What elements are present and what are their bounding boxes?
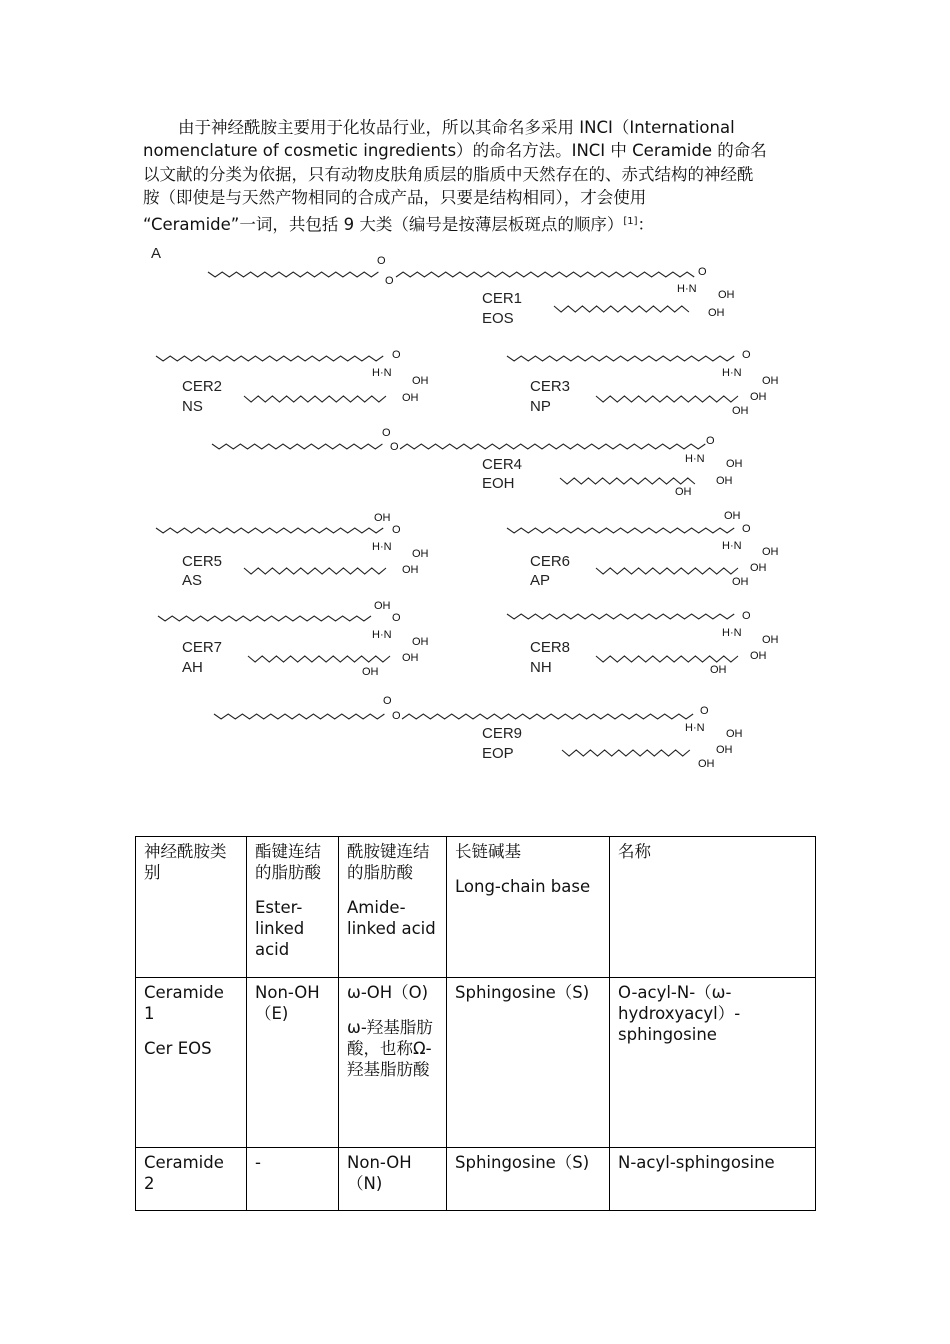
ceramide-abbr: AP: [530, 572, 551, 589]
ester-oxygen: O: [392, 710, 401, 722]
cell-text: ω-OH（O): [347, 983, 429, 1002]
structure-cer2: [156, 349, 429, 415]
sphingoid-chain: [554, 306, 689, 312]
citation-mark: [1]: [623, 215, 638, 227]
alpha-hydroxyl: OH: [374, 600, 391, 612]
ester-carbonyl-oxygen: O: [382, 427, 391, 439]
ceramide-code: CER7: [182, 639, 223, 656]
table-header-row: [136, 837, 816, 978]
paragraph-line: 由于神经酰胺主要用于化妆品行业，所以其命名多采用 INCI（International: [178, 118, 735, 137]
amide-oxygen: O: [700, 705, 709, 717]
hydroxyl-label: OH: [732, 405, 749, 417]
hydroxyl-label: OH: [675, 486, 692, 498]
ceramide-code: CER9: [482, 725, 523, 742]
table-row: [136, 1148, 816, 1211]
ceramide-code: CER6: [530, 553, 571, 570]
ceramide-abbr: NS: [182, 398, 203, 415]
ceramide-abbr: EOH: [482, 475, 515, 492]
hydroxyl-label: OH: [750, 391, 767, 403]
hydroxyl-label: OH: [362, 666, 379, 678]
alpha-hydroxyl: OH: [374, 512, 391, 524]
cell-text: Cer EOS: [144, 1039, 212, 1058]
paragraph-line: 以文献的分类为依据，只有动物皮肤角质层的脂质中天然存在的、赤式结构的神经酰: [143, 164, 754, 184]
header-text: Ester-linked acid: [255, 898, 305, 959]
ceramide-structures-figure: [140, 238, 800, 783]
ceramide-classification-table: [135, 836, 816, 1211]
hydroxyl-label: OH: [726, 458, 743, 470]
table-cell: [339, 1148, 447, 1211]
header-text: 名称: [618, 842, 651, 861]
structure-cer5: [156, 512, 429, 589]
ester-oxygen: O: [390, 441, 399, 453]
table-row: [136, 978, 816, 1148]
amide-oxygen: O: [698, 266, 707, 278]
header-cell: [136, 837, 247, 978]
amide-nh: H·N: [372, 629, 392, 641]
hydroxyl-label: OH: [718, 289, 735, 301]
fatty-acid-chain: [402, 714, 693, 719]
paragraph-text: “Ceramide”一词，共包括 9 大类（编号是按薄层板斑点的顺序）: [143, 214, 624, 234]
header-text: Amide-linked acid: [347, 898, 436, 938]
paragraph-line: 胺（即使是与天然产物相同的合成产品，只要是结构相同），才会使用: [143, 188, 647, 208]
hydroxyl-label: OH: [732, 576, 749, 588]
fatty-acid-chain: [158, 616, 371, 621]
table-cell: [247, 1148, 339, 1211]
structure-cer7: [158, 600, 429, 678]
amide-oxygen: O: [706, 435, 715, 447]
hydroxyl-label: OH: [412, 636, 429, 648]
header-cell: [610, 837, 816, 978]
header-text: 长链碱基: [455, 842, 521, 861]
table-cell: [339, 978, 447, 1148]
ceramide-code: CER5: [182, 553, 223, 570]
cell-text: ω-羟基脂肪酸，也称Ω-羟基脂肪酸: [347, 1018, 433, 1079]
ceramide-abbr: AS: [182, 572, 203, 589]
header-text: 神经酰胺类别: [144, 842, 227, 882]
amide-nh: H·N: [685, 453, 705, 465]
amide-oxygen: O: [742, 610, 751, 622]
header-text: 酯键连结的脂肪酸: [255, 842, 321, 882]
structure-cer8: [507, 610, 779, 676]
sphingoid-chain: [248, 656, 390, 662]
ceramide-code: CER3: [530, 378, 571, 395]
fatty-acid-chain: [400, 444, 705, 449]
fatty-acid-chain: [212, 444, 382, 449]
amide-nh: H·N: [677, 283, 697, 295]
fatty-acid-chain: [507, 528, 734, 533]
amide-nh: H·N: [685, 722, 705, 734]
hydroxyl-label: OH: [750, 562, 767, 574]
structure-cer4: [212, 427, 743, 498]
hydroxyl-label: OH: [762, 375, 779, 387]
ceramide-abbr: EOP: [482, 745, 514, 762]
table-cell: [136, 1148, 247, 1211]
ester-carbonyl-oxygen: O: [377, 255, 386, 267]
amide-oxygen: O: [742, 523, 751, 535]
hydroxyl-label: OH: [716, 475, 733, 487]
header-cell: [247, 837, 339, 978]
hydroxyl-label: OH: [716, 744, 733, 756]
amide-nh: H·N: [372, 541, 392, 553]
cell-text: O-acyl-N-（ω-hydroxyacyl）-sphingosine: [618, 983, 741, 1044]
amide-nh: H·N: [722, 540, 742, 552]
cell-text: Non-OH（E): [255, 983, 320, 1023]
ceramide-abbr: NP: [530, 398, 551, 415]
amide-nh: H·N: [722, 367, 742, 379]
table-cell: [610, 1148, 816, 1211]
table-cell: [447, 1148, 610, 1211]
fatty-acid-chain: [507, 614, 734, 619]
hydroxyl-label: OH: [708, 307, 725, 319]
hydroxyl-label: OH: [402, 564, 419, 576]
hydroxyl-label: OH: [412, 375, 429, 387]
hydroxyl-label: OH: [698, 758, 715, 770]
sphingoid-chain: [560, 478, 695, 484]
amide-oxygen: O: [392, 524, 401, 536]
alpha-hydroxyl: OH: [724, 510, 741, 522]
table-cell: [447, 978, 610, 1148]
ceramide-abbr: EOS: [482, 310, 514, 327]
fatty-acid-chain: [208, 272, 378, 277]
structure-cer3: [507, 349, 779, 417]
fatty-acid-chain: [156, 528, 383, 533]
intro-paragraph: [143, 116, 808, 236]
structure-cer9: [214, 695, 743, 770]
table-cell: [247, 978, 339, 1148]
paragraph-line: nomenclature of cosmetic ingredients）的命名方法。INCI 中 Ceramide 的命名: [143, 141, 767, 161]
ceramide-code: CER8: [530, 639, 571, 656]
ceramide-code: CER1: [482, 290, 523, 307]
panel-label: A: [151, 245, 162, 262]
amide-oxygen: O: [392, 349, 401, 361]
hydroxyl-label: OH: [750, 650, 767, 662]
cell-text: Non-OH（N): [347, 1153, 412, 1193]
sphingoid-chain: [562, 750, 690, 756]
table-cell: [136, 978, 247, 1148]
hydroxyl-label: OH: [726, 728, 743, 740]
ceramide-code: CER4: [482, 456, 523, 473]
amide-oxygen: O: [742, 349, 751, 361]
table-cell: [610, 978, 816, 1148]
paragraph-line: [143, 210, 808, 236]
paragraph-text: ：: [637, 214, 655, 234]
hydroxyl-label: OH: [402, 652, 419, 664]
cell-text: Ceramide 1: [144, 983, 224, 1023]
structure-cer6: [507, 510, 779, 589]
fatty-acid-chain: [156, 356, 383, 361]
sphingoid-chain: [596, 656, 738, 662]
fatty-acid-chain: [396, 272, 694, 277]
hydroxyl-label: OH: [412, 548, 429, 560]
sphingoid-chain: [244, 568, 386, 574]
fatty-acid-chain: [214, 714, 384, 719]
header-cell: [447, 837, 610, 978]
ceramide-code: CER2: [182, 378, 223, 395]
cell-text: Sphingosine（S): [455, 1153, 590, 1172]
cell-text: Sphingosine（S): [455, 983, 590, 1002]
fatty-acid-chain: [507, 356, 734, 361]
ceramide-abbr: AH: [182, 659, 203, 676]
amide-nh: H·N: [372, 367, 392, 379]
cell-text: N-acyl-sphingosine: [618, 1153, 775, 1172]
header-cell: [339, 837, 447, 978]
sphingoid-chain: [244, 396, 386, 402]
structure-cer1: [208, 255, 735, 327]
cell-text: -: [255, 1153, 261, 1172]
header-text: 酰胺键连结的脂肪酸: [347, 842, 430, 882]
ester-carbonyl-oxygen: O: [383, 695, 392, 707]
sphingoid-chain: [596, 568, 738, 574]
ceramide-abbr: NH: [530, 659, 552, 676]
cell-text: Ceramide 2: [144, 1153, 224, 1193]
hydroxyl-label: OH: [762, 546, 779, 558]
header-text: Long-chain base: [455, 877, 591, 896]
hydroxyl-label: OH: [402, 392, 419, 404]
hydroxyl-label: OH: [762, 634, 779, 646]
hydroxyl-label: OH: [710, 664, 727, 676]
amide-nh: H·N: [722, 627, 742, 639]
sphingoid-chain: [596, 396, 738, 402]
ester-oxygen: O: [385, 275, 394, 287]
amide-oxygen: O: [392, 612, 401, 624]
